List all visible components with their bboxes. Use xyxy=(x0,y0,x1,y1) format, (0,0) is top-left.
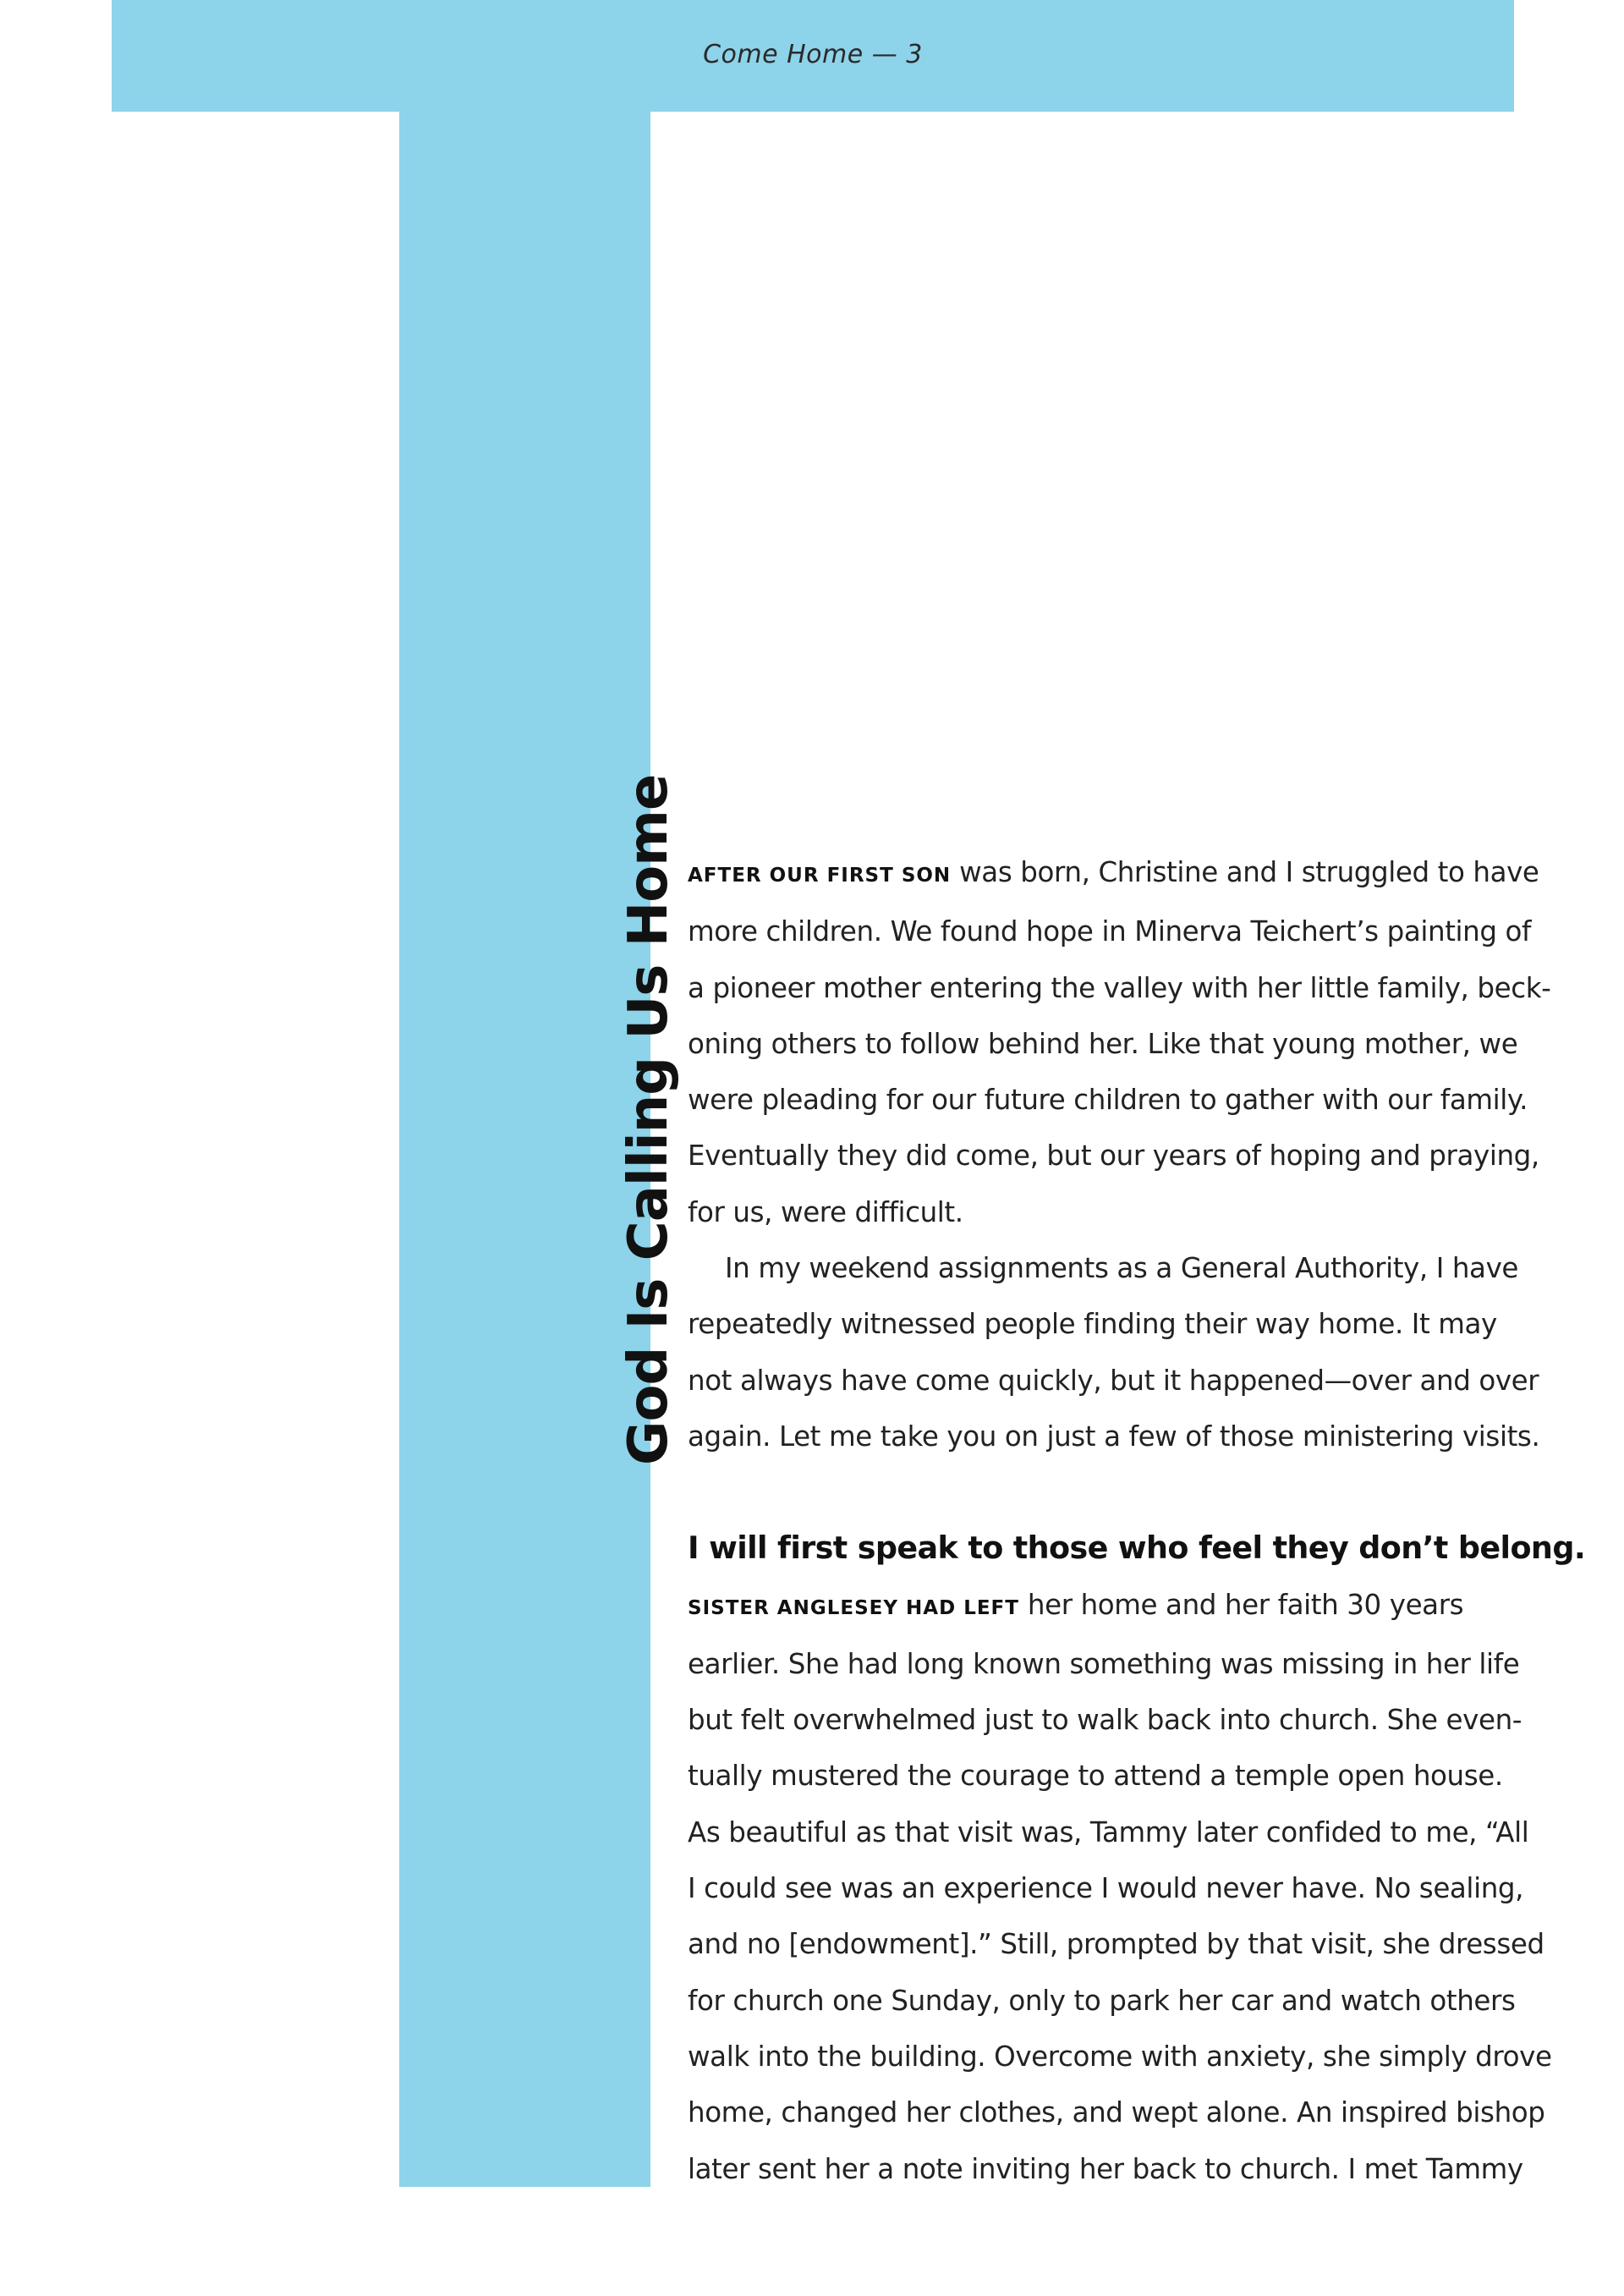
text-line: In my weekend assignments as a General Authority, I have xyxy=(725,1252,1519,1285)
text-line: repeatedly witnessed people finding their way home. It may xyxy=(688,1308,1497,1341)
text-line: Eventually they did come, but our years of hoping and praying, xyxy=(688,1140,1539,1173)
lead-in: SISTER ANGLESEY HAD LEFT xyxy=(688,1596,1019,1619)
text-line: oning others to follow behind her. Like that young mother, we xyxy=(688,1027,1518,1060)
text-line: tually mustered the courage to attend a temple open house. xyxy=(688,1760,1503,1793)
text-line: but felt overwhelmed just to walk back into church. She even- xyxy=(688,1704,1522,1737)
text-line: were pleading for our future children to gather with our family. xyxy=(688,1084,1528,1117)
header-band xyxy=(112,0,1514,112)
sidebar-band xyxy=(399,112,650,2187)
text-line: again. Let me take you on just a few of those ministering visits. xyxy=(688,1420,1540,1453)
paragraph-1 xyxy=(688,844,1551,1240)
paragraph-3 xyxy=(688,1577,1552,2197)
text-line: AFTER OUR FIRST SON was born, Christine and I struggled to have xyxy=(688,856,1539,888)
article-title: God Is Calling Us Home xyxy=(617,774,680,1465)
paragraph-2 xyxy=(688,1240,1540,1464)
text-line: As beautiful as that visit was, Tammy later confided to me, “All xyxy=(688,1815,1529,1848)
text-line: earlier. She had long known something was missing in her life xyxy=(688,1647,1520,1680)
lead-in: AFTER OUR FIRST SON xyxy=(688,865,952,887)
text-line: and no [endowment].” Still, prompted by that visit, she dressed xyxy=(688,1928,1544,1961)
article-body xyxy=(688,844,1586,2197)
section-heading: I will first speak to those who feel they don’t belong. xyxy=(688,1530,1586,1567)
text-line: I could see was an experience I would never have. No sealing, xyxy=(688,1872,1524,1905)
text-line: not always have come quickly, but it happened—over and over xyxy=(688,1364,1539,1397)
text-line: SISTER ANGLESEY HAD LEFT her home and her faith 30 years xyxy=(688,1588,1464,1621)
text-line: for church one Sunday, only to park her car and watch others xyxy=(688,1984,1516,2017)
text-line: walk into the building. Overcome with anxiety, she simply drove xyxy=(688,2040,1552,2073)
text-line: later sent her a note inviting her back to church. I met Tammy xyxy=(688,2152,1523,2185)
text-line: a pioneer mother entering the valley with her little family, beck- xyxy=(688,971,1551,1004)
text-line: for us, were difficult. xyxy=(688,1195,963,1228)
text-line: more children. We found hope in Minerva Teichert’s painting of xyxy=(688,915,1532,948)
text-line: home, changed her clothes, and wept alone. An inspired bishop xyxy=(688,2096,1545,2129)
running-head: Come Home — 3 xyxy=(703,40,923,69)
